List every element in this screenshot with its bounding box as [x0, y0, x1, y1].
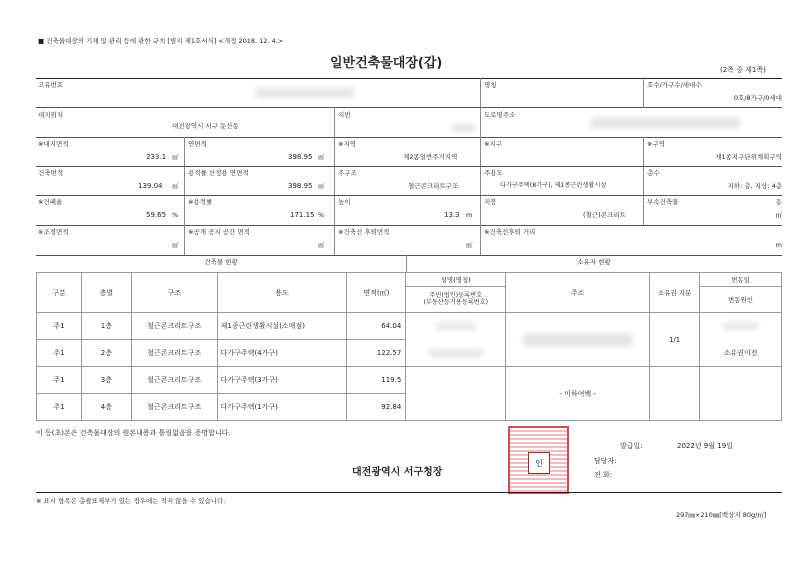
floor-area-value: 398.95 — [288, 153, 313, 161]
owner-address-cell — [506, 313, 650, 367]
row-structure: 철근콘크리트구조 — [131, 367, 217, 394]
change-date-cell — [700, 313, 782, 340]
units-label: 호수/가구수/세대수 — [647, 81, 702, 89]
public-space-unit: ㎡ — [318, 241, 325, 249]
header-address: 주소 — [506, 273, 650, 313]
setback-distance-unit: m — [775, 241, 782, 249]
share-cell: 1/1 — [650, 313, 700, 367]
officer-label: 담당자: — [594, 457, 617, 465]
row-structure: 철근콘크리트구조 — [131, 394, 217, 421]
certify-text: 이 등(초)본은 건축물대장의 원본내용과 틀림없음을 증명합니다. — [36, 429, 231, 437]
far-unit: % — [318, 211, 325, 219]
owner-name-cell — [406, 313, 506, 340]
redacted-lot — [450, 124, 476, 132]
top-border — [36, 78, 782, 79]
floors-value: 지하: 층, 지상: 4층 — [727, 182, 782, 190]
units-value: 0호/8가구/0세대 — [733, 94, 782, 102]
far-value: 171.15 — [290, 211, 315, 219]
annex-label: 부속건축물 — [647, 198, 679, 206]
road-label: 도로명주소 — [484, 111, 516, 119]
row-use: 다가구주택(3가구) — [217, 367, 347, 394]
building-area-unit: ㎡ — [172, 182, 179, 190]
bcr-unit: % — [172, 211, 179, 219]
name-label: 명칭 — [484, 81, 497, 89]
status-table — [36, 272, 782, 421]
header-owner-id-sub: (부동산등기용등록번호) — [423, 298, 489, 306]
landscape-unit: ㎡ — [172, 241, 179, 249]
height-unit: m — [466, 211, 473, 219]
bcr-value: 59.65 — [146, 211, 167, 219]
header-share: 소유권 지분 — [650, 273, 700, 313]
document-title: 일반건축물대장(갑) — [330, 56, 443, 71]
header-change-date: 변동일 — [700, 273, 782, 287]
bcr-label: ※건폐율 — [38, 198, 63, 206]
building-area-label: 건축면적 — [38, 169, 64, 177]
footnote: ※ 표시 항목은 총괄표제부가 있는 경우에는 적지 않을 수 있습니다. — [36, 497, 226, 505]
seal-center: 인 — [528, 452, 550, 474]
change-empty-cell — [700, 367, 782, 421]
row-category: 주1 — [37, 367, 82, 394]
row-use: 다가구주택(1가구) — [217, 394, 347, 421]
owner-id-cell — [406, 340, 506, 367]
land-area-value: 233.1 — [146, 153, 167, 161]
area-label: ※구역 — [647, 140, 666, 148]
bottom-border — [36, 492, 782, 493]
floors-label: 층수 — [647, 169, 660, 177]
height-label: 높이 — [338, 198, 351, 206]
header-use: 용도 — [217, 273, 347, 313]
use-label: 주용도 — [484, 169, 503, 177]
land-area-unit: ㎡ — [172, 153, 179, 161]
blank-note: - 이하여백 - — [506, 367, 650, 421]
owner-empty-cell — [406, 367, 506, 421]
building-status-title: 건축물 현황 — [204, 258, 238, 266]
district-label: ※지구 — [484, 140, 503, 148]
phone-label: 전 화: — [594, 471, 613, 479]
height-value: 13.3 — [444, 211, 460, 219]
far-label: ※용적률 — [188, 198, 213, 206]
row-area: 92.84 — [347, 394, 406, 421]
redacted-road — [590, 117, 740, 129]
row-floor: 1층 — [81, 313, 131, 340]
owner-status-title: 소유자 현황 — [577, 258, 611, 266]
landscape-label: ※조경면적 — [38, 228, 69, 236]
issuer-name: 대전광역시 서구청장 — [352, 467, 443, 478]
issue-date-label: 발급일: — [620, 442, 643, 450]
setback-label: ※건축선 후퇴면적 — [338, 228, 390, 236]
header-floor: 층별 — [81, 273, 131, 313]
roof-value: (철근)콘크리트 — [583, 211, 626, 219]
building-area-value: 139.04 — [138, 182, 163, 190]
change-reason-cell: 소유권이전 — [700, 340, 782, 367]
far-area-value: 398.95 — [288, 182, 313, 190]
row-category: 주1 — [37, 340, 82, 367]
row-floor: 4층 — [81, 394, 131, 421]
site-label: 대지위치 — [38, 111, 64, 119]
zone-label: ※지역 — [338, 140, 357, 148]
regulation-text: ■ 건축물대장의 기재 및 관리 등에 관한 규칙 [별지 제1호서식] <개정 2018. 12. 4.> — [38, 37, 284, 45]
setback-unit: ㎡ — [466, 241, 473, 249]
floor-area-unit: ㎡ — [318, 153, 325, 161]
header-area: 면적(㎡) — [347, 273, 406, 313]
row-area: 119.5 — [347, 367, 406, 394]
table-row — [37, 367, 782, 394]
unique-no-label: 고유번호 — [38, 81, 64, 89]
row-floor: 3층 — [81, 367, 131, 394]
table-row — [37, 313, 782, 340]
row-floor: 2층 — [81, 340, 131, 367]
roof-label: 지붕 — [484, 198, 497, 206]
header-owner-id — [406, 287, 506, 313]
header-change-reason: 변동원인 — [700, 287, 782, 313]
paper-spec: 297㎜×210㎜[백상지 80g/㎡] — [676, 511, 767, 519]
land-area-label: ※대지면적 — [38, 140, 69, 148]
structure-value: 철근콘크리트구조 — [408, 182, 459, 190]
annex-unit: 동 — [775, 198, 782, 206]
row-category: 주1 — [37, 313, 82, 340]
setback-distance-label: ※건축선후퇴 거리 — [484, 228, 536, 236]
redacted-unique-no — [255, 88, 355, 98]
row-structure: 철근콘크리트구조 — [131, 340, 217, 367]
lot-label: 지번 — [338, 111, 351, 119]
row-area: 122.57 — [347, 340, 406, 367]
zone-value: 제2종일반주거지역 — [403, 153, 458, 161]
structure-label: 주구조 — [338, 169, 357, 177]
row-use: 제1종근린생활시설(소매점) — [217, 313, 347, 340]
header-category: 구분 — [37, 273, 82, 313]
page-indicator: (2쪽 중 제1쪽) — [720, 66, 766, 74]
far-area-label: 용적률 산정용 연면적 — [188, 169, 249, 177]
row-area: 64.04 — [347, 313, 406, 340]
row-category: 주1 — [37, 394, 82, 421]
annex-unit2: ㎡ — [775, 211, 782, 219]
row-use: 다가구주택(4가구) — [217, 340, 347, 367]
header-owner-id-text: 주민(법인)등록번호 — [429, 291, 483, 299]
header-owner-name: 성명(명칭) — [406, 273, 506, 287]
header-structure: 구조 — [131, 273, 217, 313]
use-value: 다가구주택(8가구), 제1종근린생활시설 — [500, 182, 607, 189]
site-value: 대전광역시 서구 둔산동 — [172, 122, 239, 130]
issue-date: 2022년 9월 19일 — [677, 442, 733, 450]
row-structure: 철근콘크리트구조 — [131, 313, 217, 340]
area-value: 제1종지구단위계획구역 — [715, 153, 782, 161]
public-space-label: ※공개 공지 공간 면적 — [188, 228, 250, 236]
far-area-unit: ㎡ — [318, 182, 325, 190]
share-empty-cell — [650, 367, 700, 421]
official-seal — [508, 426, 569, 494]
floor-area-label: 연면적 — [188, 140, 207, 148]
